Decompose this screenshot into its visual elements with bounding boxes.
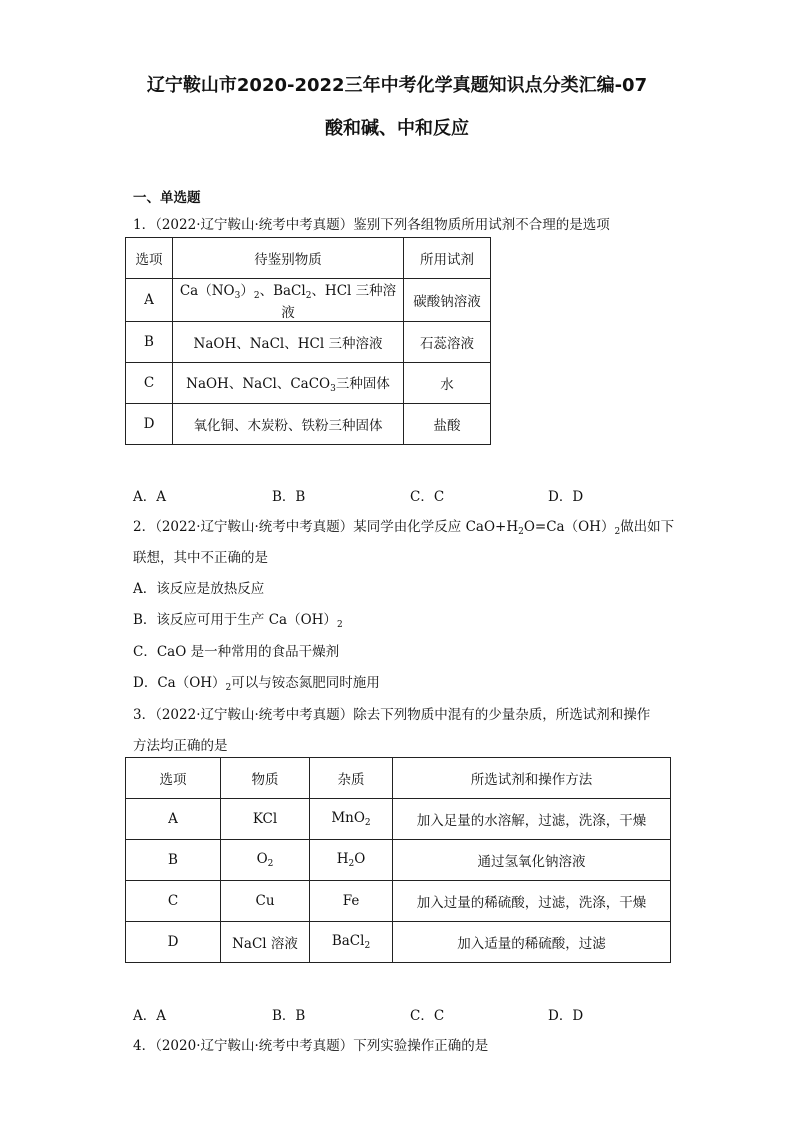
question-3-stem-line-1: 3．（2022·辽宁鞍山·统考中考真题）除去下列物质中混有的少量杂质，所选试剂和操作	[133, 707, 651, 723]
option-b[interactable]: B．B	[272, 1008, 306, 1024]
option-c[interactable]: C．C	[410, 1008, 445, 1024]
q3-cell-method: 通过氢氧化钠溶液	[393, 840, 671, 881]
q1-cell-reagent: 水	[404, 363, 491, 404]
q3-cell-substance: $O_2$	[221, 840, 310, 881]
option-a[interactable]: A．A	[133, 489, 166, 505]
q3-cell-substance: NaCl 溶液	[221, 922, 310, 963]
q3-cell-impurity: $H_2O$	[310, 840, 393, 881]
q3-cell-impurity: MnO$_2$	[310, 799, 393, 840]
question-3-table	[125, 757, 671, 963]
question-2-option-d[interactable]: D．$Ca(OH)_2$可以与铵态氮肥同时施用	[133, 675, 380, 693]
question-2-option-a[interactable]: A．该反应是放热反应	[133, 581, 265, 597]
table-row	[126, 279, 491, 322]
q3-cell-method: 加入适量的稀硫酸，过滤	[393, 922, 671, 963]
document-title-line-1: 辽宁鞍山市2020-2022三年中考化学真题知识点分类汇编-07	[146, 75, 648, 96]
table-row	[126, 404, 491, 445]
q1-cell-reagent: 盐酸	[404, 404, 491, 445]
q1-cell-option: A	[126, 279, 173, 322]
q1-cell-reagent: 碳酸钠溶液	[404, 279, 491, 322]
q1-cell-reagent: 石蕊溶液	[404, 322, 491, 363]
option-b[interactable]: B．B	[272, 489, 306, 505]
q3-cell-substance: Cu	[221, 881, 310, 922]
option-d[interactable]: D．D	[548, 489, 584, 505]
option-d[interactable]: D．D	[548, 1008, 584, 1024]
question-1-table	[125, 237, 491, 445]
q3-cell-option: D	[126, 922, 221, 963]
q3-header-method: 所选试剂和操作方法	[393, 758, 671, 799]
document-title-line-2: 酸和碱、中和反应	[325, 118, 469, 139]
table-row	[126, 881, 671, 922]
q1-cell-option: D	[126, 404, 173, 445]
option-a[interactable]: A．A	[133, 1008, 166, 1024]
q1-cell-option: C	[126, 363, 173, 404]
q1-cell-substance: NaOH、NaCl、HCl 三种溶液	[173, 322, 404, 363]
section-heading: 一、单选题	[133, 190, 201, 206]
q3-cell-method: 加入足量的水溶解，过滤，洗涤，干燥	[393, 799, 671, 840]
question-2-option-b[interactable]: B．该反应可用于生产 $Ca(OH)_2$	[133, 612, 343, 630]
table-row	[126, 922, 671, 963]
q3-header-substance: 物质	[221, 758, 310, 799]
question-1-stem: 1．（2022·辽宁鞍山·统考中考真题）鉴别下列各组物质所用试剂不合理的是选项	[133, 217, 610, 233]
q3-cell-substance: KCl	[221, 799, 310, 840]
q1-header-reagent: 所用试剂	[404, 238, 491, 279]
question-2-option-c[interactable]: C．CaO 是一种常用的食品干燥剂	[133, 644, 340, 660]
table-row	[126, 840, 671, 881]
q1-header-option: 选项	[126, 238, 173, 279]
question-3-stem-line-2: 方法均正确的是	[133, 738, 228, 754]
q1-cell-substance: $Ca(NO_3)_2$、BaCl$_2$、HCl 三种溶液	[173, 279, 404, 322]
q3-cell-option: A	[126, 799, 221, 840]
q3-cell-method: 加入过量的稀硫酸，过滤，洗涤，干燥	[393, 881, 671, 922]
option-c[interactable]: C．C	[410, 489, 445, 505]
q3-header-impurity: 杂质	[310, 758, 393, 799]
table-row	[126, 322, 491, 363]
q1-cell-substance: NaOH、NaCl、CaCO$_3$三种固体	[173, 363, 404, 404]
table-row	[126, 363, 491, 404]
q3-header-option: 选项	[126, 758, 221, 799]
question-4-stem: 4．（2020·辽宁鞍山·统考中考真题）下列实验操作正确的是	[133, 1038, 489, 1054]
q1-cell-substance: 氧化铜、木炭粉、铁粉三种固体	[173, 404, 404, 445]
question-2-stem-line-2: 联想，其中不正确的是	[133, 550, 268, 566]
q1-header-substances: 待鉴别物质	[173, 238, 404, 279]
q3-cell-option: B	[126, 840, 221, 881]
q3-cell-impurity: BaCl$_2$	[310, 922, 393, 963]
q3-cell-impurity: Fe	[310, 881, 393, 922]
q1-cell-option: B	[126, 322, 173, 363]
question-2-stem-line-1: 2．（2022·辽宁鞍山·统考中考真题）某同学由化学反应 $CaO+H_2O=Ca(OH)_2$做出如下	[133, 519, 675, 537]
table-row	[126, 799, 671, 840]
q3-cell-option: C	[126, 881, 221, 922]
